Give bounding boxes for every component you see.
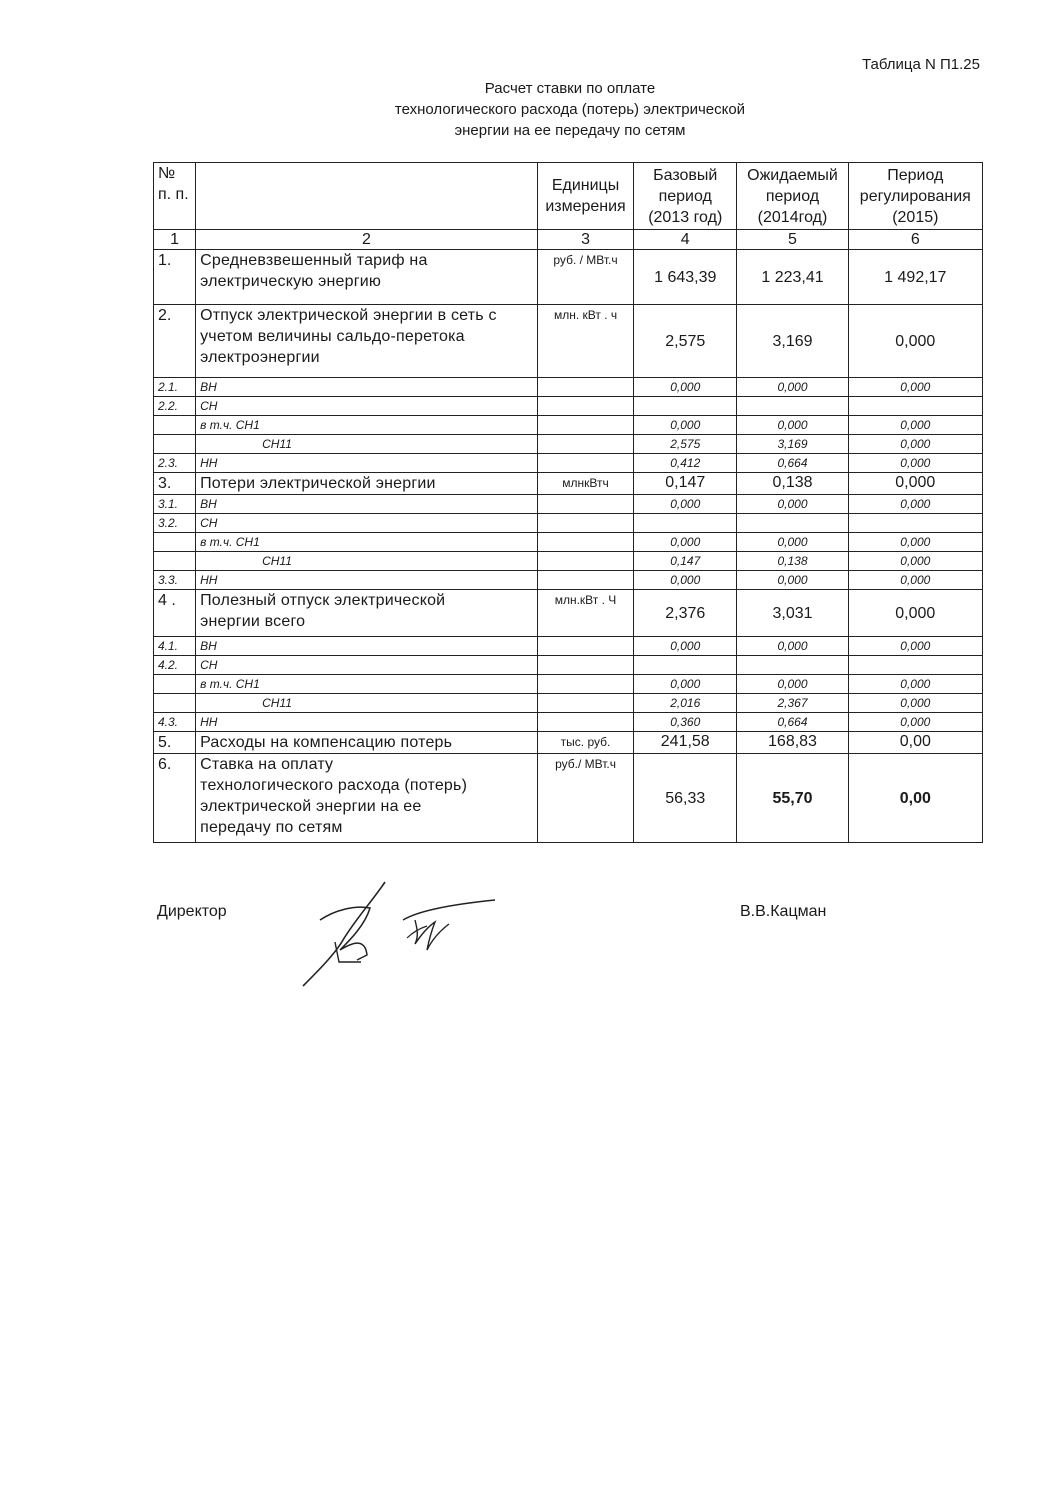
row-name: в т.ч. СН1 bbox=[196, 675, 538, 694]
value-2015: 0,000 bbox=[848, 305, 982, 378]
signature-image bbox=[295, 880, 505, 990]
value-2015: 0,000 bbox=[848, 552, 982, 571]
value-2014: 0,000 bbox=[737, 495, 848, 514]
value-2013: 241,58 bbox=[634, 732, 737, 754]
row-unit bbox=[537, 435, 633, 454]
value-2015: 0,00 bbox=[848, 732, 982, 754]
header-unit: Единицы измерения bbox=[537, 163, 633, 230]
row-number bbox=[154, 694, 196, 713]
value-2015: 0,000 bbox=[848, 533, 982, 552]
value-2015: 0,000 bbox=[848, 378, 982, 397]
row-name-line: электроэнергии bbox=[200, 349, 320, 366]
row-number bbox=[154, 675, 196, 694]
value-2013: 0,000 bbox=[634, 416, 737, 435]
value-2013: 0,000 bbox=[634, 637, 737, 656]
row-unit bbox=[537, 552, 633, 571]
value-2014: 0,000 bbox=[737, 637, 848, 656]
value-2014: 0,138 bbox=[737, 552, 848, 571]
value-2013: 1 643,39 bbox=[634, 250, 737, 305]
value-2015: 0,000 bbox=[848, 473, 982, 495]
header-regulation-period: Период регулирования (2015) bbox=[848, 163, 982, 230]
value-2014 bbox=[737, 397, 848, 416]
table-row-sub bbox=[154, 552, 983, 571]
table-row-sub bbox=[154, 397, 983, 416]
row-unit bbox=[537, 656, 633, 675]
value-2014 bbox=[737, 514, 848, 533]
row-number bbox=[154, 416, 196, 435]
column-number: 5 bbox=[737, 230, 848, 250]
table-row-sub bbox=[154, 416, 983, 435]
value-2014: 2,367 bbox=[737, 694, 848, 713]
row-number bbox=[154, 533, 196, 552]
row-unit bbox=[537, 495, 633, 514]
row-unit bbox=[537, 675, 633, 694]
row-name-line: Отпуск электрической энергии в сеть с bbox=[200, 307, 497, 324]
row-name: ВН bbox=[196, 637, 538, 656]
row-number bbox=[154, 552, 196, 571]
value-2015: 0,000 bbox=[848, 694, 982, 713]
value-2015: 1 492,17 bbox=[848, 250, 982, 305]
row-unit bbox=[537, 694, 633, 713]
row-name-line: Средневзвешенный тариф на bbox=[200, 252, 428, 269]
row-number: 2.2. bbox=[154, 397, 196, 416]
table-row-sub bbox=[154, 435, 983, 454]
row-name-line: электрическую энергию bbox=[200, 273, 382, 290]
table-row-sub bbox=[154, 378, 983, 397]
row-name: СН bbox=[196, 656, 538, 675]
row-unit bbox=[537, 378, 633, 397]
table-row-sub bbox=[154, 675, 983, 694]
value-2015: 0,000 bbox=[848, 637, 982, 656]
table-row-main bbox=[154, 732, 983, 754]
row-unit: руб./ МВт.ч bbox=[537, 754, 633, 843]
value-2014: 0,000 bbox=[737, 571, 848, 590]
row-name bbox=[196, 473, 538, 495]
row-number: 1. bbox=[154, 250, 196, 305]
table-row-sub bbox=[154, 495, 983, 514]
value-2015: 0,000 bbox=[848, 435, 982, 454]
table-row-sub bbox=[154, 533, 983, 552]
row-number: 2. bbox=[154, 305, 196, 378]
value-2013: 56,33 bbox=[634, 754, 737, 843]
value-2015: 0,000 bbox=[848, 571, 982, 590]
row-unit: млнкВтч bbox=[537, 473, 633, 495]
row-number: 2.3. bbox=[154, 454, 196, 473]
row-name bbox=[196, 305, 538, 378]
row-unit bbox=[537, 571, 633, 590]
value-2014: 0,138 bbox=[737, 473, 848, 495]
value-2014: 3,169 bbox=[737, 305, 848, 378]
row-name-line: передачу по сетям bbox=[200, 819, 343, 836]
title-line: энергии на ее передачу по сетям bbox=[454, 122, 686, 139]
value-2013 bbox=[634, 397, 737, 416]
value-2013: 0,000 bbox=[634, 533, 737, 552]
value-2015: 0,000 bbox=[848, 495, 982, 514]
table-row-main bbox=[154, 250, 983, 305]
title-line: технологического расхода (потерь) электрической bbox=[394, 101, 746, 118]
header-number: № п. п. bbox=[154, 163, 196, 230]
row-number bbox=[154, 435, 196, 454]
column-number: 2 bbox=[196, 230, 538, 250]
value-2014: 0,000 bbox=[737, 416, 848, 435]
row-name-line: электрической энергии на ее bbox=[200, 798, 422, 815]
row-number: 3. bbox=[154, 473, 196, 495]
row-number: 3.3. bbox=[154, 571, 196, 590]
row-number: 2.1. bbox=[154, 378, 196, 397]
row-name-line: энергии всего bbox=[200, 613, 306, 630]
value-2015: 0,00 bbox=[848, 754, 982, 843]
row-name: НН bbox=[196, 454, 538, 473]
value-2013: 2,016 bbox=[634, 694, 737, 713]
column-number: 1 bbox=[154, 230, 196, 250]
row-unit bbox=[537, 637, 633, 656]
calculation-table bbox=[153, 162, 983, 843]
column-number-row bbox=[154, 230, 983, 250]
value-2015 bbox=[848, 397, 982, 416]
value-2013: 2,575 bbox=[634, 305, 737, 378]
row-name-line: Потери электрической энергии bbox=[200, 475, 436, 492]
row-name bbox=[196, 732, 538, 754]
row-name-line: Ставка на оплату bbox=[200, 756, 334, 773]
row-name-line: технологического расхода (потерь) bbox=[200, 777, 468, 794]
value-2013: 0,147 bbox=[634, 552, 737, 571]
value-2015: 0,000 bbox=[848, 675, 982, 694]
row-name-line: Полезный отпуск электрической bbox=[200, 592, 446, 609]
value-2014: 0,664 bbox=[737, 454, 848, 473]
value-2014: 55,70 bbox=[737, 754, 848, 843]
row-name: СН bbox=[196, 514, 538, 533]
value-2015: 0,000 bbox=[848, 416, 982, 435]
row-name: ВН bbox=[196, 495, 538, 514]
value-2014: 0,664 bbox=[737, 713, 848, 732]
header-row bbox=[154, 163, 983, 230]
table-row-main bbox=[154, 305, 983, 378]
row-name bbox=[196, 754, 538, 843]
row-unit bbox=[537, 397, 633, 416]
table-row-main bbox=[154, 473, 983, 495]
header-base-period: Базовый период (2013 год) bbox=[634, 163, 737, 230]
row-number: 5. bbox=[154, 732, 196, 754]
value-2013 bbox=[634, 656, 737, 675]
row-name bbox=[196, 590, 538, 637]
row-name: в т.ч. СН1 bbox=[196, 416, 538, 435]
table-row-sub bbox=[154, 454, 983, 473]
value-2014: 0,000 bbox=[737, 533, 848, 552]
value-2013: 0,000 bbox=[634, 571, 737, 590]
column-number: 6 bbox=[848, 230, 982, 250]
value-2014: 168,83 bbox=[737, 732, 848, 754]
row-unit: тыс. руб. bbox=[537, 732, 633, 754]
header-name bbox=[196, 163, 538, 230]
table-row-sub bbox=[154, 713, 983, 732]
value-2015 bbox=[848, 514, 982, 533]
row-unit: руб. / МВт.ч bbox=[537, 250, 633, 305]
row-name: НН bbox=[196, 713, 538, 732]
director-name: В.В.Кацман bbox=[740, 903, 827, 920]
row-number: 6. bbox=[154, 754, 196, 843]
row-name bbox=[196, 250, 538, 305]
value-2015: 0,000 bbox=[848, 590, 982, 637]
director-title: Директор bbox=[157, 903, 227, 920]
table-row-sub bbox=[154, 514, 983, 533]
table-number: Таблица N П1.25 bbox=[862, 56, 980, 73]
row-name: СН bbox=[196, 397, 538, 416]
table-row-sub bbox=[154, 694, 983, 713]
value-2014 bbox=[737, 656, 848, 675]
value-2014: 3,031 bbox=[737, 590, 848, 637]
value-2013 bbox=[634, 514, 737, 533]
row-name-line: Расходы на компенсацию потерь bbox=[200, 734, 453, 751]
row-number: 4.2. bbox=[154, 656, 196, 675]
row-unit bbox=[537, 533, 633, 552]
value-2013: 2,575 bbox=[634, 435, 737, 454]
table-row-sub bbox=[154, 571, 983, 590]
row-unit: млн. кВт . ч bbox=[537, 305, 633, 378]
row-number: 4.1. bbox=[154, 637, 196, 656]
title-line: Расчет ставки по оплате bbox=[484, 80, 656, 97]
row-name: СН11 bbox=[196, 694, 538, 713]
value-2013: 0,147 bbox=[634, 473, 737, 495]
column-number: 3 bbox=[537, 230, 633, 250]
value-2013: 0,412 bbox=[634, 454, 737, 473]
value-2015 bbox=[848, 656, 982, 675]
row-unit bbox=[537, 514, 633, 533]
row-number: 4.3. bbox=[154, 713, 196, 732]
value-2013: 0,000 bbox=[634, 495, 737, 514]
column-number: 4 bbox=[634, 230, 737, 250]
value-2013: 0,000 bbox=[634, 675, 737, 694]
document-title bbox=[200, 78, 940, 141]
value-2014: 0,000 bbox=[737, 378, 848, 397]
row-name: НН bbox=[196, 571, 538, 590]
table-row-main bbox=[154, 754, 983, 843]
value-2013: 0,000 bbox=[634, 378, 737, 397]
row-unit bbox=[537, 454, 633, 473]
value-2014: 0,000 bbox=[737, 675, 848, 694]
value-2014: 3,169 bbox=[737, 435, 848, 454]
row-unit bbox=[537, 713, 633, 732]
value-2013: 2,376 bbox=[634, 590, 737, 637]
row-name: СН11 bbox=[196, 552, 538, 571]
table-row-main bbox=[154, 590, 983, 637]
table-row-sub bbox=[154, 637, 983, 656]
row-number: 4 . bbox=[154, 590, 196, 637]
row-name: ВН bbox=[196, 378, 538, 397]
value-2014: 1 223,41 bbox=[737, 250, 848, 305]
header-expected-period: Ожидаемый период (2014год) bbox=[737, 163, 848, 230]
row-number: 3.2. bbox=[154, 514, 196, 533]
row-name: СН11 bbox=[196, 435, 538, 454]
row-number: 3.1. bbox=[154, 495, 196, 514]
value-2013: 0,360 bbox=[634, 713, 737, 732]
row-name: в т.ч. СН1 bbox=[196, 533, 538, 552]
row-unit: млн.кВт . Ч bbox=[537, 590, 633, 637]
table-row-sub bbox=[154, 656, 983, 675]
value-2015: 0,000 bbox=[848, 713, 982, 732]
value-2015: 0,000 bbox=[848, 454, 982, 473]
row-name-line: учетом величины сальдо-перетока bbox=[200, 328, 465, 345]
row-unit bbox=[537, 416, 633, 435]
